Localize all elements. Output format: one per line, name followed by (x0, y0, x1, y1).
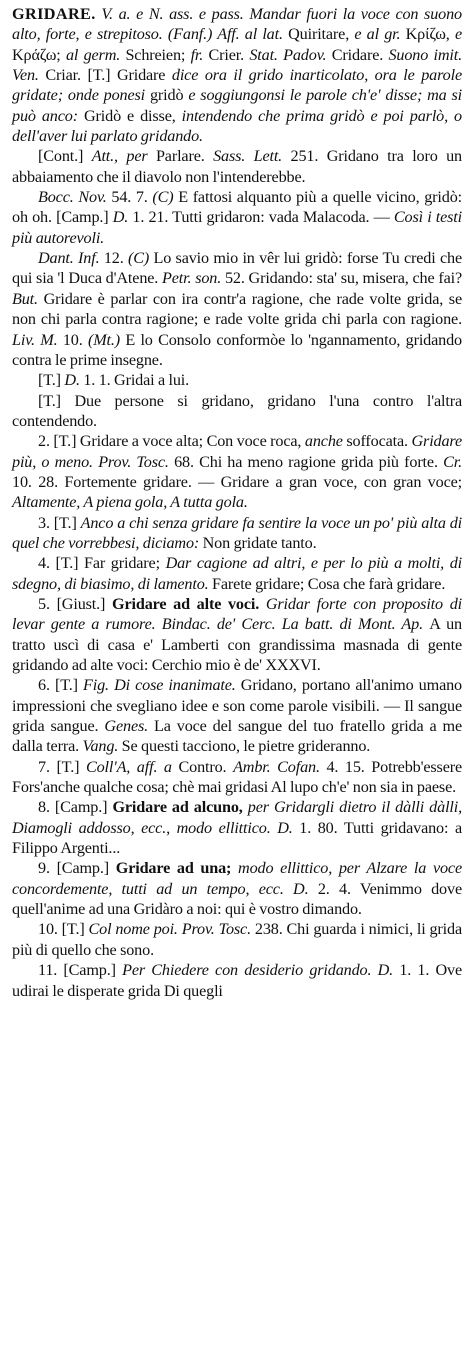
text-segment: intendendo che prima gridò e poi parlò, o dell'aver lui parlato gridando. (12, 106, 462, 146)
text-segment: Gridare è parlar con ira contr'a ragione, che rade volte grida, se non chi parla contra ragione; e rade volte grida chi parla con ragione. (12, 289, 462, 329)
text-segment: Farete gridare; Cosa che farà gridare. (212, 574, 446, 593)
text-segment: e al gr. (354, 25, 406, 44)
text-segment: Dar cagione ad altri, e per lo più a molti, di sdegno, di biasimo, di lamento. (12, 554, 462, 593)
text-segment: 6. [T.] (38, 676, 84, 695)
text-segment: 4. [T.] Far gridare; (38, 554, 166, 573)
text-segment: Altamente, A piena gola, A tutta gola. (12, 493, 248, 512)
text-segment: Crier. (208, 45, 250, 64)
text-segment: [Cont.] (38, 147, 92, 166)
text-segment: [T.] (38, 371, 65, 390)
text-segment: Bocc. Nov. (38, 188, 112, 207)
text-segment: Quiritare, (288, 25, 355, 44)
text-segment: 9. [Camp.] (38, 859, 116, 878)
citation-dante-inferno (12, 248, 462, 370)
headword: GRIDARE. (12, 5, 96, 23)
text-segment: Così i testi più autorevoli. (12, 208, 462, 247)
text-segment: 68. Chi ha meno ragione grida più forte. (174, 452, 444, 471)
text-segment: Vang. (82, 737, 122, 756)
text-segment: 52. Gridando: sta' su, misera, che fai? (224, 269, 462, 288)
sense-3 (12, 513, 462, 554)
citation-boccaccio (12, 187, 462, 248)
note-contending (12, 391, 462, 432)
text-segment: modo ellittico, per Alzare la voce concordemente, tutti ad un tempo, ecc. D. (12, 859, 462, 898)
text-segment: Lo savio mio in vêr lui gridò: forse Tu credi che qui sia 'l Duca d'Atene. (12, 249, 462, 288)
text-segment: Genes. (104, 717, 154, 736)
sense-6 (12, 675, 462, 756)
text-segment: Parlare. (155, 147, 214, 166)
text-segment: Κρίζω, (405, 25, 455, 44)
text-segment: Se questi tacciono, le pietre grideranno. (121, 737, 371, 756)
text-segment: al germ. (65, 45, 126, 64)
text-segment: 3. [T.] (38, 513, 81, 532)
text-segment: Col nome poi. Prov. Tosc. (88, 920, 255, 939)
text-segment: Criar. [T.] Gridare (45, 66, 172, 85)
text-segment: Fig. Di cose inanimate. (83, 676, 241, 695)
locution: Gridare ad alte voci. (112, 594, 266, 613)
text-segment: 8. [Camp.] (38, 798, 113, 817)
text-segment: Gridar forte con proposito di levar gente a rumore. Bindac. de' Cerc. La batt. di Mont. Ap. (12, 594, 462, 634)
text-segment: fr. (190, 45, 209, 64)
text-segment: 2. [T.] Gridare a voce alta; Con voce roca, (38, 432, 305, 451)
text-segment: dice ora il grido inarticolato, ora le parole gridate; onde ponesi (12, 66, 462, 105)
citation-sassetti (12, 146, 462, 187)
sense-11 (12, 960, 462, 1001)
text-segment: 54. 7. (111, 188, 153, 207)
text-segment: Κράζω; (12, 45, 66, 64)
locution: Gridare ad alcuno, (112, 798, 248, 817)
text-segment: D. (112, 208, 133, 227)
text-segment: 7. [T.] (38, 757, 86, 776)
locution: Gridare ad una; (115, 859, 239, 878)
text-segment: Non gridate tanto. (202, 533, 317, 552)
text-segment: e soggiungonsi le parole ch'e' disse; ma si può anco: (12, 86, 463, 125)
text-segment: [T.] Due persone si gridano, gridano l'una contro l'altra contendendo. (12, 391, 462, 430)
text-segment: Gridò e disse, (84, 106, 182, 125)
text-segment: Per Chiedere con desiderio gridando. D. (122, 961, 400, 980)
text-segment: 238. Chi guarda i nimici, li grida più di quello che sono. (12, 920, 462, 959)
text-segment: Att., (91, 147, 127, 166)
text-segment: 12. (103, 249, 128, 268)
sense-9 (12, 858, 462, 919)
text-segment: 1. 21. Tutti gridaron: vada Malacoda. — (132, 208, 394, 227)
text-segment: Contro. (178, 757, 234, 776)
text-segment: gridò (149, 86, 189, 105)
text-segment: (Mt.) (87, 330, 126, 349)
text-segment: A un tratto uscì di casa e' Lamberti con grandissima masnada di gente gridando ad alte voci: Cerchio mio è de' XXXVI. (12, 615, 463, 674)
text-segment: E lo Consolo conformòe lo 'ngannamento, gridando contra le prime insegne. (12, 330, 462, 369)
sense-4 (12, 553, 462, 594)
text-segment: Cr. (443, 452, 462, 471)
entry-definition (12, 4, 462, 146)
text-segment: 4. 15. Potrebb'essere Fors'anche qualche cosa; chè mai gridasi Al lupo ch'e' non sia in paese. (12, 757, 463, 797)
text-segment: per (126, 147, 156, 166)
text-segment: Petr. son. (162, 269, 225, 288)
text-segment: 10. (62, 330, 88, 349)
text-segment: 251. Gridano tra loro un abbaiamento che il diavolo non l'intenderebbe. (12, 147, 462, 186)
text-segment: Suono imit. Ven. (12, 45, 462, 85)
text-segment: 10. [T.] (38, 920, 89, 939)
text-segment: 1. 80. Tutti gridavano: a Filippo Argenti... (12, 818, 462, 858)
text-segment: 5. [Giust.] (38, 594, 113, 613)
text-segment: 2. 4. Venimmo dove quell'anime ad una Gridàro a noi: qui è vostro dimando. (12, 879, 462, 919)
text-segment: per Gridargli dietro il dàlli dàlli, Diamogli addosso, ecc., modo ellittico. D. (12, 798, 463, 837)
text-segment: But. (12, 289, 44, 308)
text-segment: (C) (128, 249, 154, 268)
text-segment: Ambr. Cofan. (233, 757, 327, 776)
text-segment: e (454, 25, 462, 44)
text-segment: E fattosi alquanto più a quelle vicino, gridò: oh oh. [Camp.] (12, 188, 462, 227)
text-segment: soffocata. (346, 432, 412, 451)
text-segment: Cridare. (331, 45, 389, 64)
text-segment: 10. 28. Fortemente gridare. — Gridare a gran voce, con gran voce; (12, 472, 462, 491)
sense-8 (12, 797, 462, 858)
text-segment: Liv. M. (12, 330, 63, 349)
text-segment: 1. 1. Gridai a lui. (83, 371, 190, 390)
text-segment: Schreien; (125, 45, 191, 64)
sense-5 (12, 594, 462, 675)
sense-10 (12, 919, 462, 960)
text-segment: Gridano, portano all'animo umano impressioni che svegliano idee e son come parole visibili. — Il sangue grida sangue. (12, 676, 462, 736)
text-segment: Anco a chi senza gridare fa sentire la voce un po' più alta di quel che vorrebbesi, diciamo: (12, 513, 462, 552)
text-segment: V. a. e N. ass. e pass. Mandar fuori la voce con suono alto, forte, e strepitoso. (Fanf.) Aff. al lat. (12, 5, 462, 44)
citation-dante-gridai (12, 370, 462, 390)
text-segment: 1. 1. Ove udirai le disperate grida Di quegli (12, 961, 462, 1000)
text-segment: Dant. Inf. (38, 249, 104, 268)
text-segment: La voce del sangue del tuo fratello grida a me dalla terra. (12, 717, 462, 756)
text-segment: Gridare più, o meno. Prov. Tosc. (12, 432, 463, 471)
text-segment: Coll'A, aff. a (85, 757, 179, 776)
text-segment: anche (304, 432, 347, 451)
sense-7 (12, 757, 462, 798)
sense-2 (12, 431, 462, 512)
text-segment: (C) (152, 188, 179, 207)
text-segment: 11. [Camp.] (38, 961, 123, 980)
text-segment: Stat. Padov. (249, 45, 332, 64)
text-segment: D. (64, 371, 84, 390)
text-segment: Sass. Lett. (213, 147, 291, 166)
